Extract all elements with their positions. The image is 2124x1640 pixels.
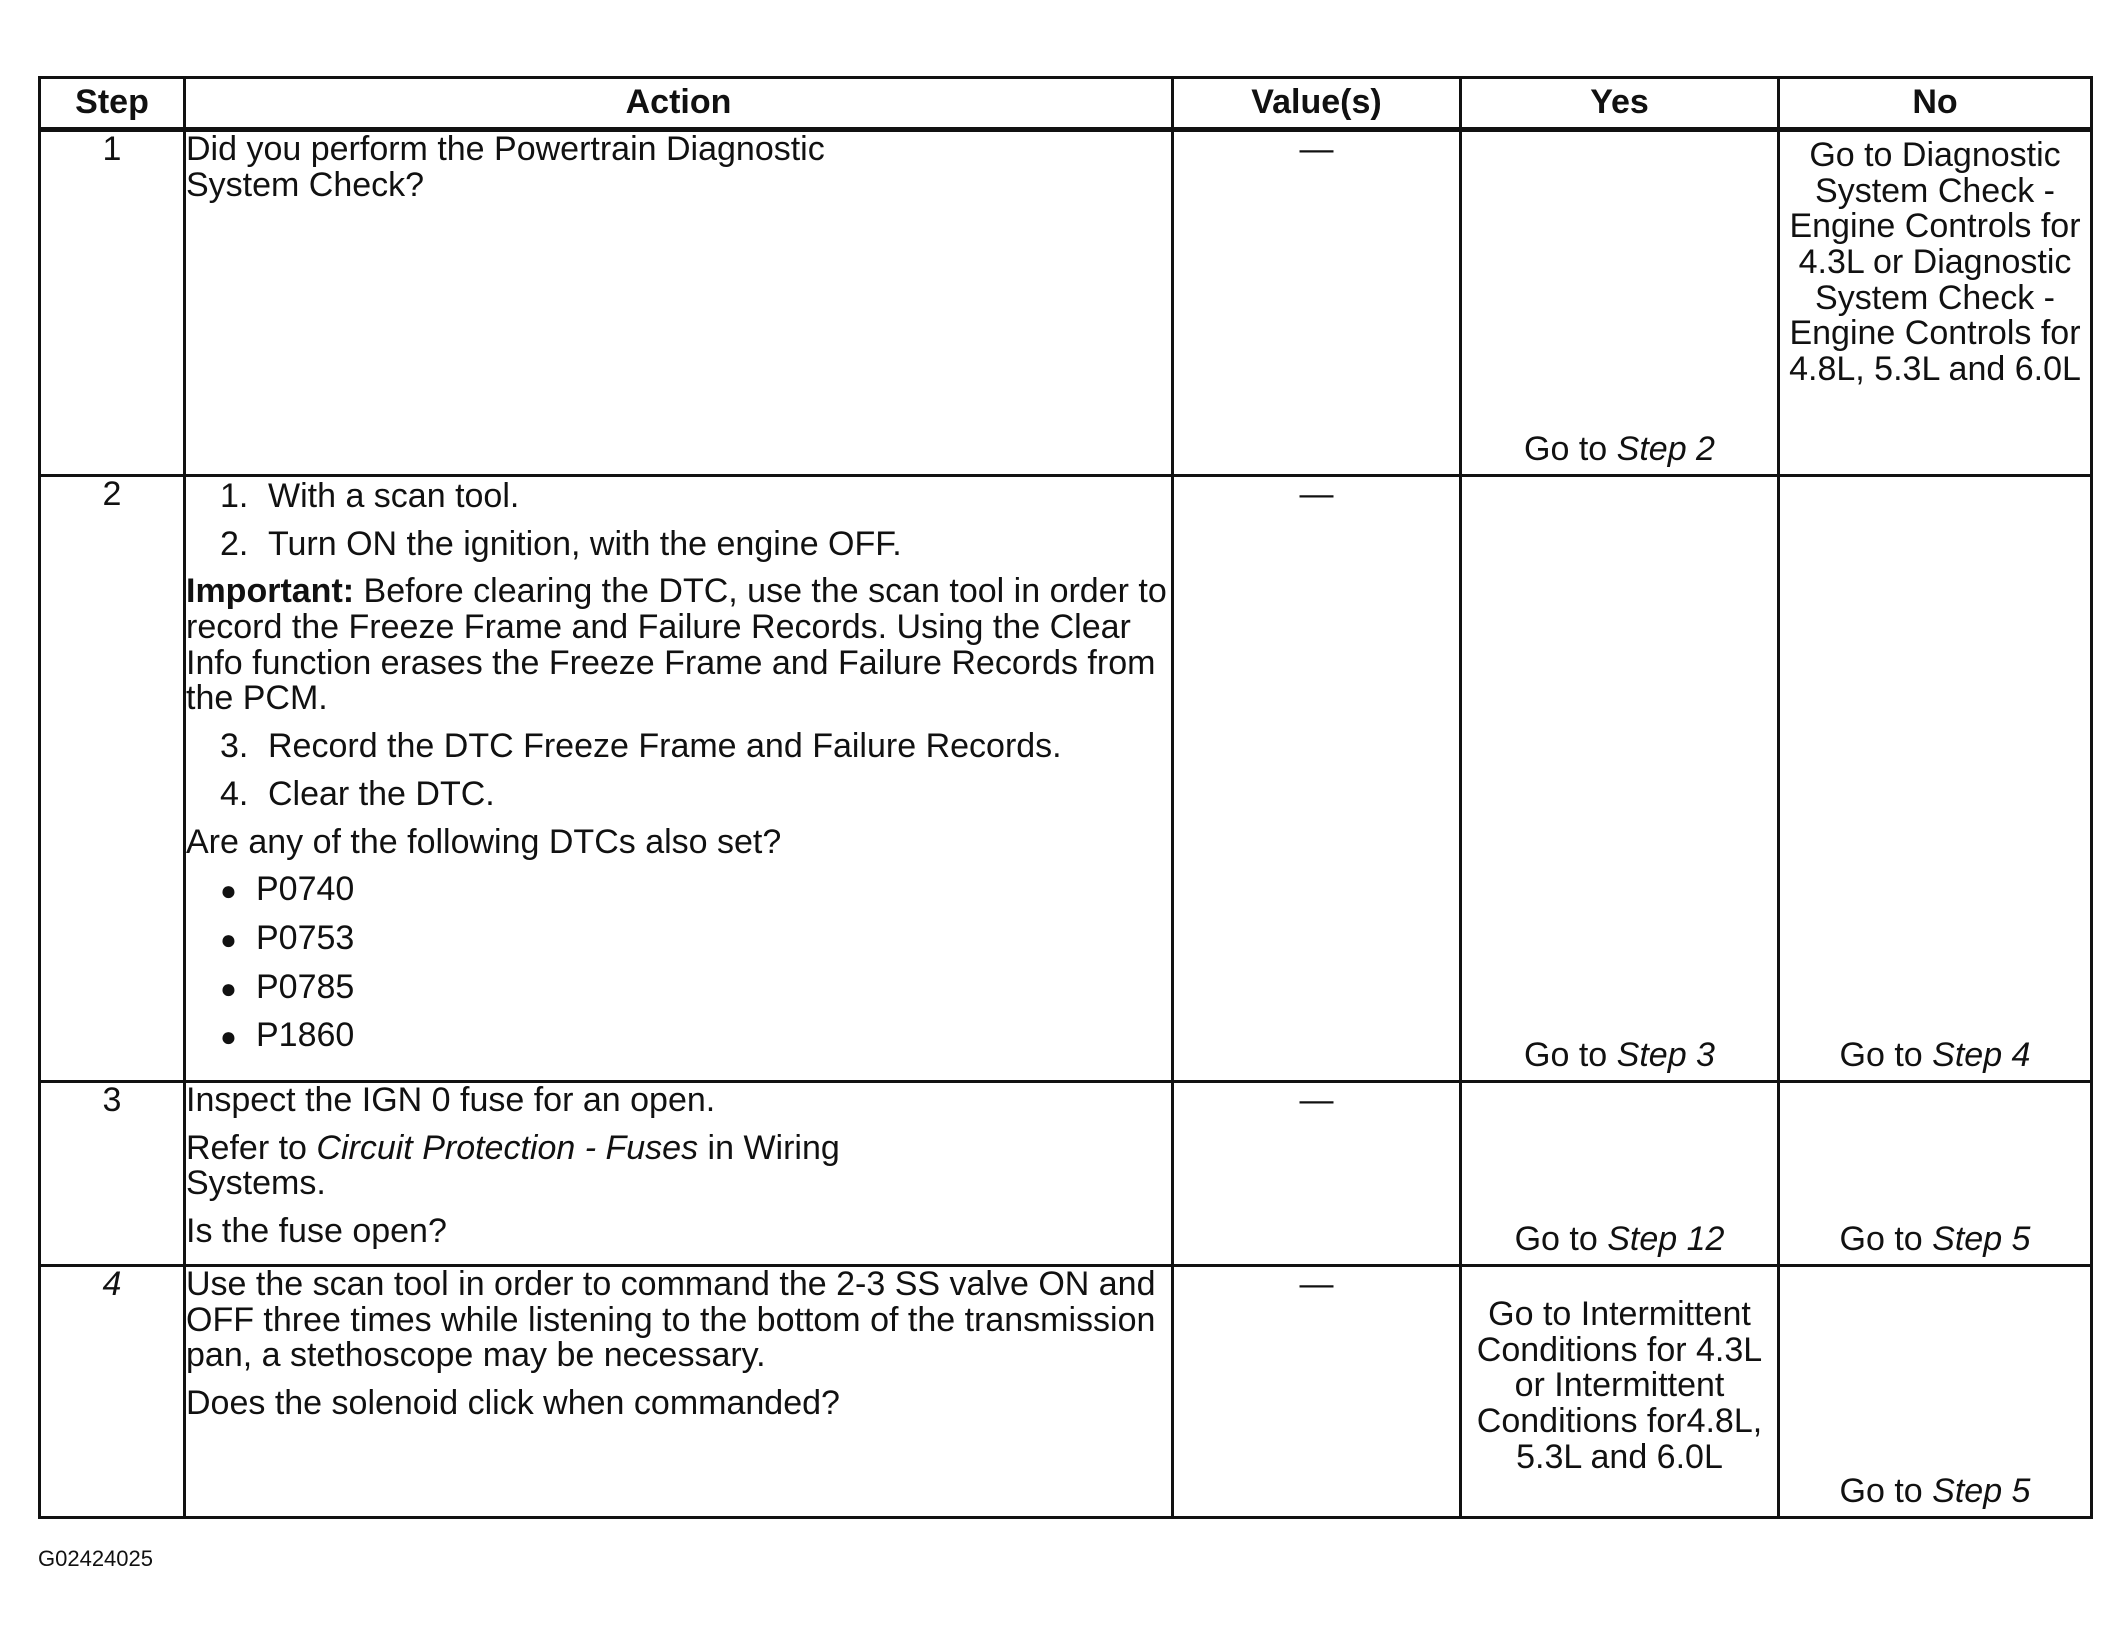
goto-prefix: Go to: [1514, 1220, 1598, 1259]
diagnostic-table: [38, 76, 2093, 1519]
header-values: Value(s): [1173, 78, 1461, 130]
important-label: Important:: [186, 572, 355, 611]
bullet-icon: ●: [220, 1021, 237, 1053]
step-link[interactable]: Step 5: [1932, 1220, 2031, 1259]
bullet-icon: ●: [220, 875, 237, 907]
action-question: Are any of the following DTCs also set?: [186, 822, 782, 861]
value-cell: —: [1173, 130, 1461, 476]
yes-cell: [1461, 1266, 1779, 1518]
bullet-icon: ●: [220, 972, 237, 1004]
header-no: No: [1779, 78, 2092, 130]
goto-prefix: Go to: [1839, 1472, 1923, 1511]
value-cell: —: [1173, 476, 1461, 1082]
table-row: [40, 1266, 2092, 1518]
yes-cell: [1461, 1082, 1779, 1266]
yes-cell: [1461, 130, 1779, 476]
yes-goto: [1462, 1222, 1777, 1258]
important-text: Before clearing the DTC, use the scan tool in order to record the Freeze Frame and Failure Records. Using the Clear Info function erases the Freeze Frame and Failure Records from the PCM.: [186, 572, 1167, 718]
step-link[interactable]: Step 4: [1932, 1036, 2031, 1075]
step-number: 2: [40, 476, 185, 1082]
goto-prefix: Go to: [1839, 1036, 1923, 1075]
action-cell: [185, 1266, 1173, 1518]
dtc-list: [186, 872, 1171, 1054]
step-number: 1: [40, 130, 185, 476]
goto-prefix: Go to: [1524, 1036, 1608, 1075]
numbered-steps: [186, 479, 1171, 562]
list-item: 3. Record the DTC Freeze Frame and Failure Records.: [220, 727, 1062, 766]
action-question: Does the solenoid click when commanded?: [186, 1384, 840, 1423]
action-line: Use the scan tool in order to command the 2-3 SS valve ON and OFF three times while listening to the bottom of the transmission pan, a stethoscope may be necessary.: [186, 1265, 1156, 1375]
table-row: [40, 130, 2092, 476]
step-link[interactable]: Step 12: [1607, 1220, 1725, 1259]
no-cell: [1779, 130, 2092, 476]
bullet-icon: ●: [220, 923, 237, 955]
table-row: [40, 1082, 2092, 1266]
value-cell: —: [1173, 1082, 1461, 1266]
no-cell: [1779, 1082, 2092, 1266]
list-item: ● P1860: [220, 1016, 355, 1055]
action-line: Inspect the IGN 0 fuse for an open.: [186, 1081, 716, 1119]
step-number: 3: [40, 1082, 185, 1266]
goto-prefix: Go to: [1839, 1220, 1923, 1259]
list-item: 2. Turn ON the ignition, with the engine OFF.: [220, 524, 902, 563]
table-row: [40, 476, 2092, 1082]
list-item: ● P0740: [220, 870, 355, 909]
step-link[interactable]: Step 3: [1616, 1036, 1715, 1075]
header-row: [40, 78, 2092, 130]
reference-link[interactable]: Circuit Protection - Fuses: [316, 1128, 699, 1167]
header-action: Action: [185, 78, 1173, 130]
value-cell: —: [1173, 1266, 1461, 1518]
list-item: ● P0785: [220, 967, 355, 1006]
action-cell: [185, 476, 1173, 1082]
important-note: [186, 574, 1171, 717]
action-cell: [185, 130, 1173, 476]
yes-goto: [1462, 432, 1777, 468]
no-goto: [1780, 1222, 2090, 1258]
step-number: 4: [40, 1266, 185, 1518]
action-question: Did you perform the Powertrain Diagnostic System Check?: [186, 130, 825, 204]
yes-text[interactable]: Go to Intermittent Conditions for 4.3L or Intermittent Conditions for4.8L, 5.3L and 6.0L: [1476, 1295, 1763, 1476]
no-text[interactable]: Go to Diagnostic System Check - Engine Controls for 4.3L or Diagnostic System Check - Engine Controls for 4.8L, 5.3L and 6.0L: [1789, 136, 2081, 389]
no-cell: [1779, 1266, 2092, 1518]
no-cell: [1779, 476, 2092, 1082]
no-goto: [1780, 1038, 2090, 1074]
refer-line: Refer to Circuit Protection - Fuses in Wiring Systems.: [186, 1128, 840, 1203]
header-step: Step: [40, 78, 185, 130]
no-goto: [1780, 1474, 2090, 1510]
yes-cell: [1461, 476, 1779, 1082]
yes-goto: [1462, 1038, 1777, 1074]
figure-id: G02424025: [38, 1546, 153, 1571]
list-item: 4. Clear the DTC.: [220, 774, 495, 813]
list-item: ● P0753: [220, 918, 355, 957]
action-question: Is the fuse open?: [186, 1212, 447, 1251]
header-yes: Yes: [1461, 78, 1779, 130]
goto-prefix: Go to: [1524, 430, 1608, 469]
list-item: 1. With a scan tool.: [220, 477, 520, 515]
action-cell: [185, 1082, 1173, 1266]
numbered-steps: [186, 729, 1171, 812]
step-link[interactable]: Step 5: [1932, 1472, 2031, 1511]
step-link[interactable]: Step 2: [1616, 430, 1715, 469]
